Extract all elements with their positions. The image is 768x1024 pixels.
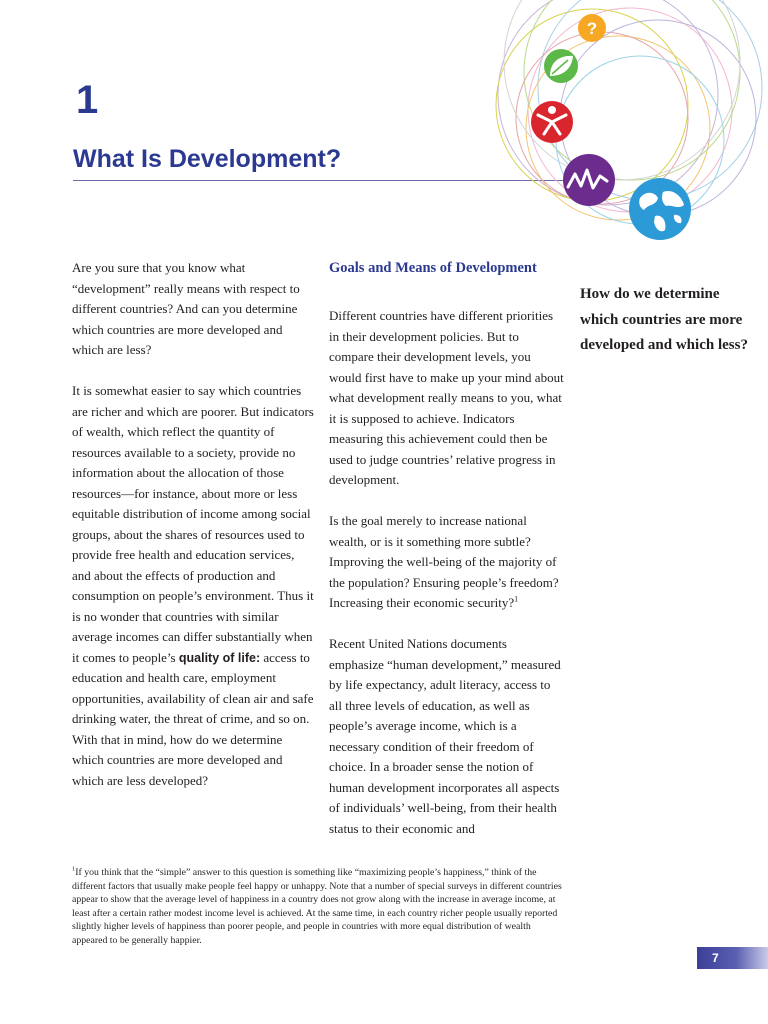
- body-paragraph: Recent United Nations documents emphasize “human development,” measured by life expectancy, adult literacy, access to all three levels of education, as well as people’s average income, which is a necessary condition of their freedom of choice. In a broader sense the notion of human development incorporates all aspects of individuals’ well-being, from their health status to their economic and: [329, 636, 561, 836]
- globe-icon: [629, 178, 691, 240]
- question-icon: [578, 14, 606, 42]
- chapter-number: 1: [76, 78, 99, 122]
- body-paragraph: Different countries have different priorities in their development policies. But to compare their development levels, you would first have to make up your mind about what development really means to you, what it is supposed to achieve. Indicators measuring this achievement could then be used to judge countries’ relative progress in development.: [329, 308, 564, 487]
- body-paragraph: [72, 381, 316, 791]
- body-text: Is the goal merely to increase national wealth, or is it something more subtle? Improving the well-being of the majority of the population? Ensuring people’s freedom? Increasing their economic security?: [329, 513, 559, 610]
- pull-quote: How do we determine which countries are more developed and which less?: [580, 286, 748, 353]
- body-paragraph: [329, 511, 565, 614]
- footnote-text: If you think that the “simple” answer to this question is something like “maximizing people’s happiness,” think of the different factors that usually make people feel happy or unhappy. Note that a number of special surveys in different countries appear to show that the average level of happiness in a country does not grow along with the increase in average income, at least after a certain rather modest income level is achieved. At the same time, in each country richer people usually reported slightly higher levels of happiness than poorer people, and people in countries with more equal distribution of wealth appeared to be generally happier.: [72, 867, 562, 946]
- body-column-left: [72, 258, 316, 812]
- footnote-marker: 1: [72, 865, 76, 873]
- chapter-title: What Is Development?: [73, 145, 342, 173]
- section-heading: Goals and Means of Development: [329, 260, 537, 276]
- person-icon: [531, 101, 573, 143]
- svg-text:?: ?: [586, 19, 598, 38]
- page-number-tab: [697, 947, 768, 969]
- body-text: access to education and health care, employment opportunities, availability of clean air and safe drinking water, the threat of crime, and so on. With that in mind, how do we determine which countries are more developed and which are less developed?: [72, 649, 314, 788]
- chart-wave-icon: [563, 154, 615, 206]
- footnote-ref[interactable]: 1: [514, 594, 519, 604]
- quality-of-life-emphasis: quality of life:: [178, 650, 261, 665]
- leaf-icon: [544, 49, 578, 83]
- page-number: 7: [712, 951, 719, 965]
- footnote: [72, 866, 566, 947]
- body-text: It is somewhat easier to say which countries are richer and which are poorer. But indicators of wealth, which reflect the quantity of resources available to a society, provide no information about the allocation of those resources—for instance, about more or less equitable distribution of income among social groups, about the shares of resources used to provide free health and education services, and about the effects of production and consumption on people’s environment. Thus it is no wonder that countries with similar average incomes can differ substantially when it comes to people’s: [72, 383, 314, 665]
- chapter-decoration: [480, 0, 768, 250]
- body-column-middle: [329, 258, 565, 860]
- body-paragraph: Are you sure that you know what “development” really means with respect to different countries? And can you determine which countries are more developed and which are less?: [72, 260, 300, 357]
